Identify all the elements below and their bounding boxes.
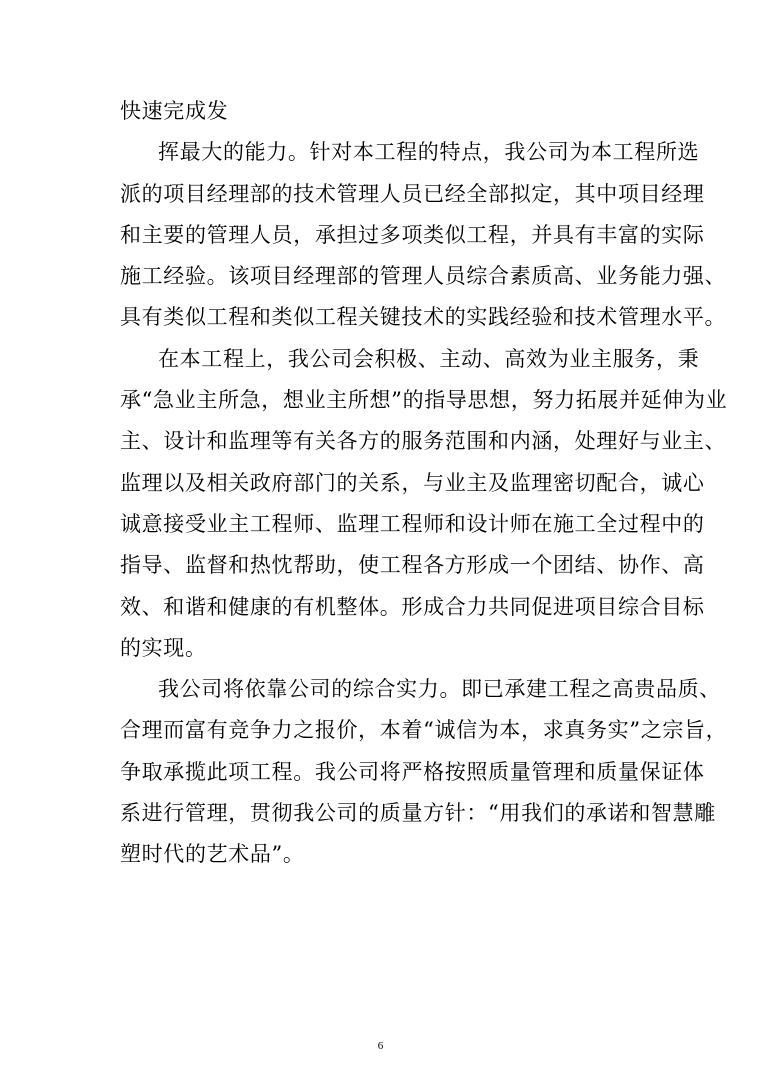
paragraph-project-team [120,132,727,338]
text-line: 系进行管理，贯彻我公司的质量方针：“用我们的承诺和智慧雕 [120,801,716,826]
page-number: 6 [377,1040,384,1052]
text-line: 派的项目经理部的技术管理人员已经全部拟定，其中项目经理 [120,181,705,206]
document-body [120,91,728,876]
text-line: 监理以及相关政府部门的关系，与业主及监理密切配合，诚心 [120,470,705,495]
text-line: 施工经验。该项目经理部的管理人员综合素质高、业务能力强、 [120,264,727,289]
text-line: 承“急业主所急，想业主所想”的指导思想，努力拓展并延伸为业 [120,388,728,413]
text-line: 指导、监督和热忱帮助，使工程各方形成一个团结、协作、高 [120,553,705,578]
text-line: 主、设计和监理等有关各方的服务范围和内涵，处理好与业主、 [120,429,727,454]
text-line: 塑时代的艺术品”。 [120,842,305,867]
text-line: 快速完成发 [120,99,229,123]
text-line: 我公司将依靠公司的综合实力。即已承建工程之高贵品质、 [158,677,721,702]
text-line: 具有类似工程和类似工程关键技术的实践经验和技术管理水平。 [120,305,727,330]
text-line: 和主要的管理人员，承担过多项类似工程，并具有丰富的实际 [120,222,705,247]
text-line: 挥最大的能力。针对本工程的特点，我公司为本工程所选 [158,140,700,165]
text-line: 合理而富有竞争力之报价，本着“诚信为本，求真务实”之宗旨， [120,718,728,743]
text-line: 的实现。 [120,635,207,660]
paragraph-continuation [120,91,680,132]
text-line: 在本工程上，我公司会积极、主动、高效为业主服务，秉 [158,346,700,371]
text-line: 诚意接受业主工程师、监理工程师和设计师在施工全过程中的 [120,511,705,536]
paragraph-service [120,339,728,669]
text-line: 争取承揽此项工程。我公司将严格按照质量管理和质量保证体 [120,759,705,784]
paragraph-quality [120,669,728,875]
text-line: 效、和谐和健康的有机整体。形成合力共同促进项目综合目标 [120,594,705,619]
